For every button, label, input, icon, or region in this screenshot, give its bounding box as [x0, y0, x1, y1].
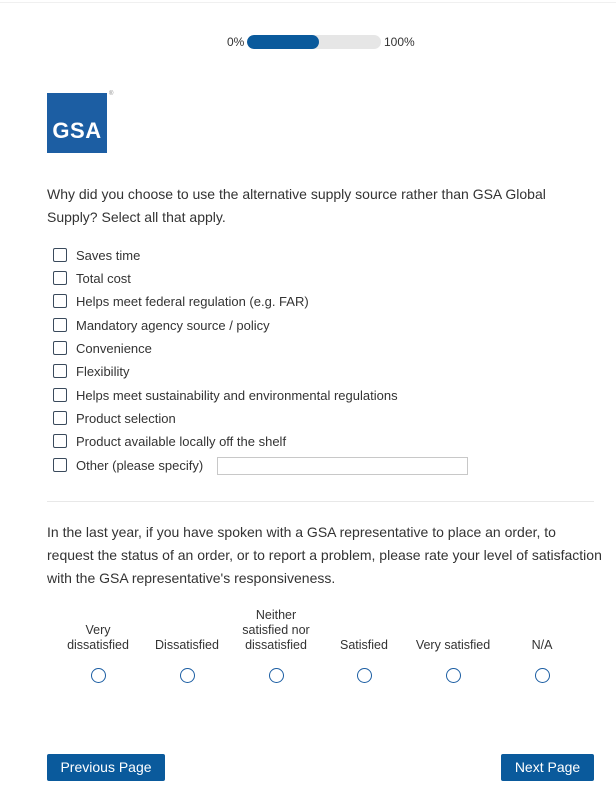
rating-column [408, 600, 498, 653]
checkbox-label: Helps meet sustainability and environmental regulations [76, 387, 398, 403]
rating-radio[interactable] [180, 668, 195, 683]
rating-label [53, 623, 143, 653]
checkbox-option[interactable] [53, 361, 129, 381]
checkbox-option[interactable] [53, 268, 131, 288]
checkbox-option[interactable] [53, 315, 270, 335]
checkbox-label: Saves time [76, 247, 141, 263]
rating-column [231, 600, 321, 653]
gsa-logo-text: GSA [52, 118, 102, 143]
rating-column [53, 600, 143, 653]
checkbox-label: Convenience [76, 340, 152, 356]
rating-radio[interactable] [357, 668, 372, 683]
rating-radio[interactable] [535, 668, 550, 683]
section-divider [47, 501, 594, 502]
registered-mark: ® [109, 91, 114, 97]
progress-bar [0, 34, 616, 50]
rating-label-line: Very satisfied [415, 638, 491, 652]
checkbox-label: Mandatory agency source / policy [76, 317, 270, 333]
rating-label-line: N/A [531, 638, 553, 652]
checkbox[interactable] [53, 341, 67, 355]
gsa-logo [47, 91, 114, 153]
rating-label [319, 638, 409, 653]
checkbox-option[interactable] [53, 291, 309, 311]
checkbox[interactable] [53, 388, 67, 402]
checkbox[interactable] [53, 411, 67, 425]
checkbox-label: Flexibility [76, 363, 130, 379]
checkbox[interactable] [53, 364, 67, 378]
checkbox-label: Product available locally off the shelf [76, 433, 287, 449]
rating-label [231, 608, 321, 653]
checkbox-option[interactable] [53, 455, 203, 475]
progress-track [247, 35, 381, 49]
rating-label-line: satisfied nor [242, 623, 310, 637]
checkbox-label: Helps meet federal regulation (e.g. FAR) [76, 293, 309, 309]
rating-column [497, 600, 587, 653]
checkbox[interactable] [53, 318, 67, 332]
top-border [0, 2, 616, 3]
checkbox[interactable] [53, 271, 67, 285]
checkbox[interactable] [53, 294, 67, 308]
checkbox-option[interactable] [53, 245, 140, 265]
checkbox-label: Total cost [76, 270, 131, 286]
checkbox-label: Other (please specify) [76, 457, 204, 473]
rating-radio[interactable] [446, 668, 461, 683]
previous-page-button[interactable]: Previous Page [47, 754, 165, 781]
question-2-text: In the last year, if you have spoken with a GSA representative to place an order, to request the status of an order, or to report a problem, please rate your level of satisfaction with the GSA representative's responsiveness. [47, 524, 602, 586]
checkbox-option[interactable] [53, 338, 152, 358]
rating-label-line: dissatisfied [245, 638, 307, 652]
progress-start-label: 0% [227, 35, 245, 49]
next-page-button[interactable]: Next Page [501, 754, 594, 781]
rating-label [497, 638, 587, 653]
rating-label [408, 638, 498, 653]
progress-fill [247, 35, 319, 49]
rating-label-line: Dissatisfied [155, 638, 219, 652]
checkbox[interactable] [53, 434, 67, 448]
other-specify-input[interactable] [217, 457, 468, 475]
rating-label-line: Very [85, 623, 111, 637]
question-1-text: Why did you choose to use the alternative supply source rather than GSA Global Supply? Select all that apply. [47, 186, 546, 225]
progress-end-label: 100% [384, 35, 415, 49]
checkbox-option[interactable] [53, 385, 398, 405]
rating-label-line: dissatisfied [67, 638, 129, 652]
rating-column [142, 600, 232, 653]
rating-radio[interactable] [91, 668, 106, 683]
rating-column [319, 600, 409, 653]
rating-label [142, 638, 232, 653]
rating-label-line: Satisfied [340, 638, 388, 652]
checkbox-option[interactable] [53, 431, 286, 451]
rating-label-line: Neither [255, 608, 297, 622]
checkbox-label: Product selection [76, 410, 176, 426]
checkbox-option[interactable] [53, 408, 176, 428]
checkbox[interactable] [53, 458, 67, 472]
rating-radio[interactable] [269, 668, 284, 683]
checkbox[interactable] [53, 248, 67, 262]
